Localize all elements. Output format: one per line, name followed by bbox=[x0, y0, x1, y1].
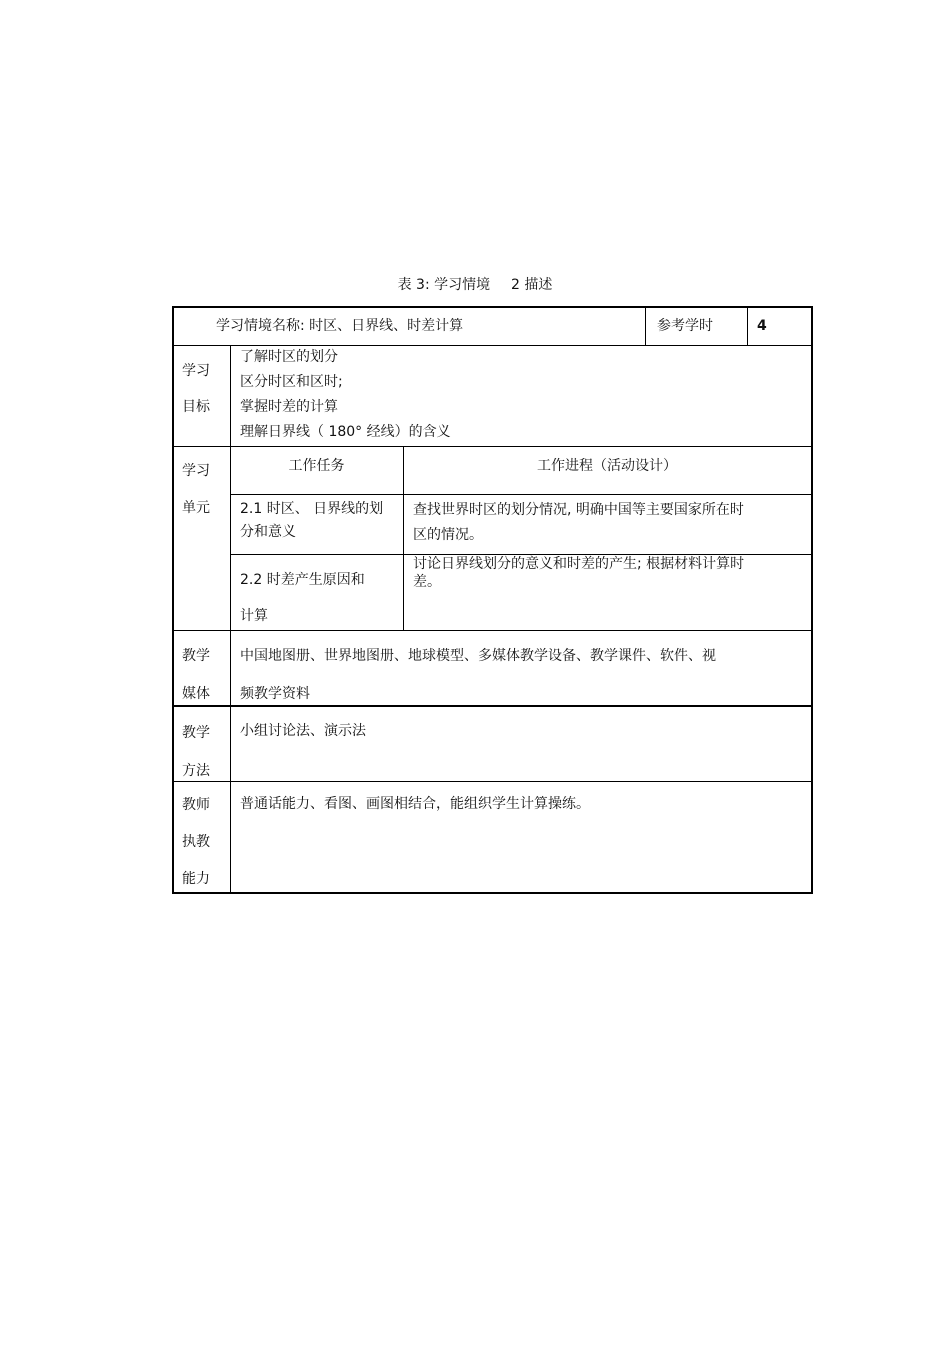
column-header-task: 工作任务 bbox=[288, 458, 345, 474]
units-label: 学习 单元 bbox=[182, 463, 210, 516]
objectives-label: 学习 目标 bbox=[182, 363, 210, 415]
situation-name-value: 时区、日界线、时差计算 bbox=[309, 318, 464, 334]
reference-hours-value: 4 bbox=[757, 318, 767, 334]
teacher-ability-text: 普通话能力、看图、画图相结合，能组织学生计算操练。 bbox=[240, 796, 590, 812]
media-label: 教学 媒体 bbox=[182, 648, 210, 702]
objective-item: 理解日界线（ 180° 经线）的含义 bbox=[240, 424, 451, 440]
unit-task-1: 2.1 时区、 日界线的划 分和意义 bbox=[240, 501, 384, 540]
situation-name-label: 学习情境名称: bbox=[216, 318, 305, 334]
objectives-list bbox=[240, 345, 800, 445]
objective-item: 区分时区和区时; bbox=[240, 374, 343, 390]
caption-number: 2 bbox=[511, 277, 520, 293]
unit-process-2: 讨论日界线划分的意义和时差的产生; 根据材料计算时 差。 bbox=[413, 556, 745, 590]
caption-suffix: 描述 bbox=[524, 277, 553, 293]
unit-process-1: 查找世界时区的划分情况, 明确中国等主要国家所在时 区的情况。 bbox=[413, 502, 744, 543]
caption-prefix: 表 3: bbox=[397, 277, 430, 293]
unit-task-2: 2.2 时差产生原因和 计算 bbox=[240, 572, 365, 624]
situation-name-cell bbox=[216, 315, 636, 338]
situation-table bbox=[172, 306, 813, 894]
objective-item: 掌握时差的计算 bbox=[240, 399, 338, 415]
column-header-process: 工作进程（活动设计） bbox=[537, 458, 677, 474]
reference-hours-label: 参考学时 bbox=[657, 318, 713, 334]
table-caption bbox=[0, 274, 950, 294]
objective-item: 了解时区的划分 bbox=[240, 349, 338, 365]
method-label: 教学 方法 bbox=[182, 725, 210, 779]
teacher-ability-label: 教师 执教 能力 bbox=[182, 797, 210, 887]
caption-name: 学习情境 bbox=[434, 277, 491, 293]
media-text: 中国地图册、世界地图册、地球模型、多媒体教学设备、教学课件、软件、视 频教学资料 bbox=[240, 648, 716, 702]
method-text: 小组讨论法、演示法 bbox=[240, 723, 366, 739]
